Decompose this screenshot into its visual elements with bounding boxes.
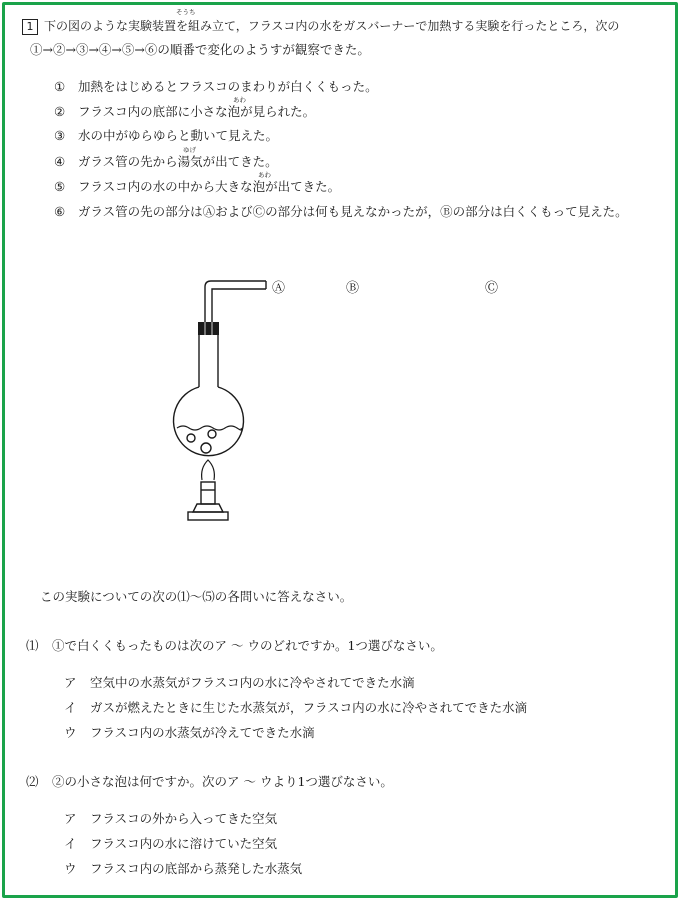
- question-2: ⑵ ②の小さな泡は何ですか。次のア ～ ウより1つ選びなさい。: [26, 774, 393, 789]
- observation-item: ⑤ フラスコ内の水の中から大きな泡が出てきた。: [54, 179, 341, 194]
- label-region-b: Ⓑ: [346, 281, 360, 296]
- label-region-a: Ⓐ: [272, 281, 286, 296]
- question-1: ⑴ ①で白くくもったものは次のア ～ ウのどれですか。1つ選びなさい。: [26, 638, 443, 653]
- choice-item: ア フラスコの外から入ってきた空気: [64, 811, 278, 826]
- observation-item: ⑥ ガラス管の先の部分はⒶおよびⒸの部分は何も見えなかったが，Ⓑの部分は白くくもって見えた。: [54, 204, 628, 219]
- choice-item: ア 空気中の水蒸気がフラスコ内の水に冷やされてできた水滴: [64, 675, 415, 690]
- label-region-c: Ⓒ: [485, 281, 499, 296]
- observation-item: ④ ガラス管の先から湯気が出てきた。: [54, 154, 278, 169]
- observation-item: ③ 水の中がゆらゆらと動いて見えた。: [54, 128, 279, 143]
- choice-item: ウ フラスコ内の底部から蒸発した水蒸気: [64, 861, 303, 876]
- intro-line-1: 下の図のような実験装置を組み立て，フラスコ内の水をガスバーナーで加熱する実験を行ったところ，次の: [44, 19, 620, 33]
- choice-item: ウ フラスコ内の水蒸気が冷えてできた水滴: [64, 725, 315, 740]
- observation-item: ② フラスコ内の底部に小さな泡が見られた。: [54, 104, 316, 119]
- ruby-awa: あわ: [233, 96, 246, 104]
- choice-item: イ ガスが燃えたときに生じた水蒸気が，フラスコ内の水に冷やされてできた水滴: [64, 700, 528, 715]
- problem-number-box: 1: [22, 19, 38, 35]
- choice-item: イ フラスコ内の水に溶けていた空気: [64, 836, 278, 851]
- instruction-text: この実験についての次の⑴～⑸の各問いに答えなさい。: [40, 589, 353, 604]
- intro-line-2: ①→②→③→④→⑤→⑥の順番で変化のようすが観察できた。: [30, 42, 370, 57]
- observation-item: ① 加熱をはじめるとフラスコのまわりが白くくもった。: [54, 79, 378, 94]
- ruby-souchi: そうち: [176, 8, 196, 16]
- ruby-yuge: ゆげ: [183, 146, 196, 154]
- ruby-awa-2: あわ: [258, 171, 271, 179]
- rubber-stopper: [198, 322, 219, 335]
